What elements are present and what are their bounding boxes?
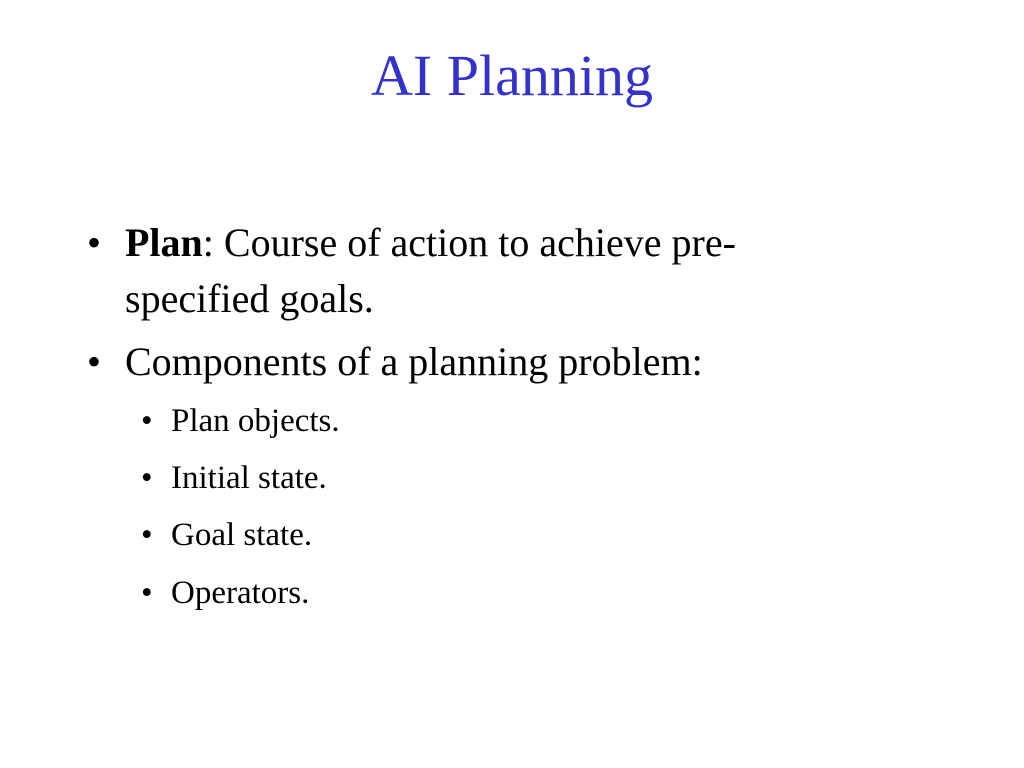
- subitem-text: Plan objects.: [171, 403, 340, 439]
- plan-definition-continued: specified goals.: [125, 276, 374, 321]
- bullet-icon: •: [141, 575, 153, 611]
- bullet-item-components: [87, 334, 703, 390]
- subitem-goal-state: [141, 513, 313, 557]
- bullet-icon: •: [87, 220, 102, 265]
- slide-title: AI Planning: [371, 43, 653, 108]
- bullet-icon: •: [141, 403, 153, 439]
- bullet-item-plan: [87, 215, 736, 271]
- subitem-plan-objects: [141, 399, 340, 443]
- term-plan: Plan: [125, 220, 203, 265]
- subitem-text: Initial state.: [171, 460, 327, 496]
- bullet-icon: •: [141, 517, 153, 553]
- bullet-icon: •: [141, 460, 153, 496]
- components-text: Components of a planning problem:: [125, 339, 703, 384]
- subitem-initial-state: [141, 456, 327, 500]
- plan-definition: : Course of action to achieve pre-: [202, 220, 736, 265]
- bullet-item-plan-continued: [125, 271, 374, 327]
- bullet-icon: •: [87, 339, 102, 384]
- subitem-text: Goal state.: [171, 517, 313, 553]
- subitem-operators: [141, 571, 310, 615]
- subitem-text: Operators.: [171, 575, 310, 611]
